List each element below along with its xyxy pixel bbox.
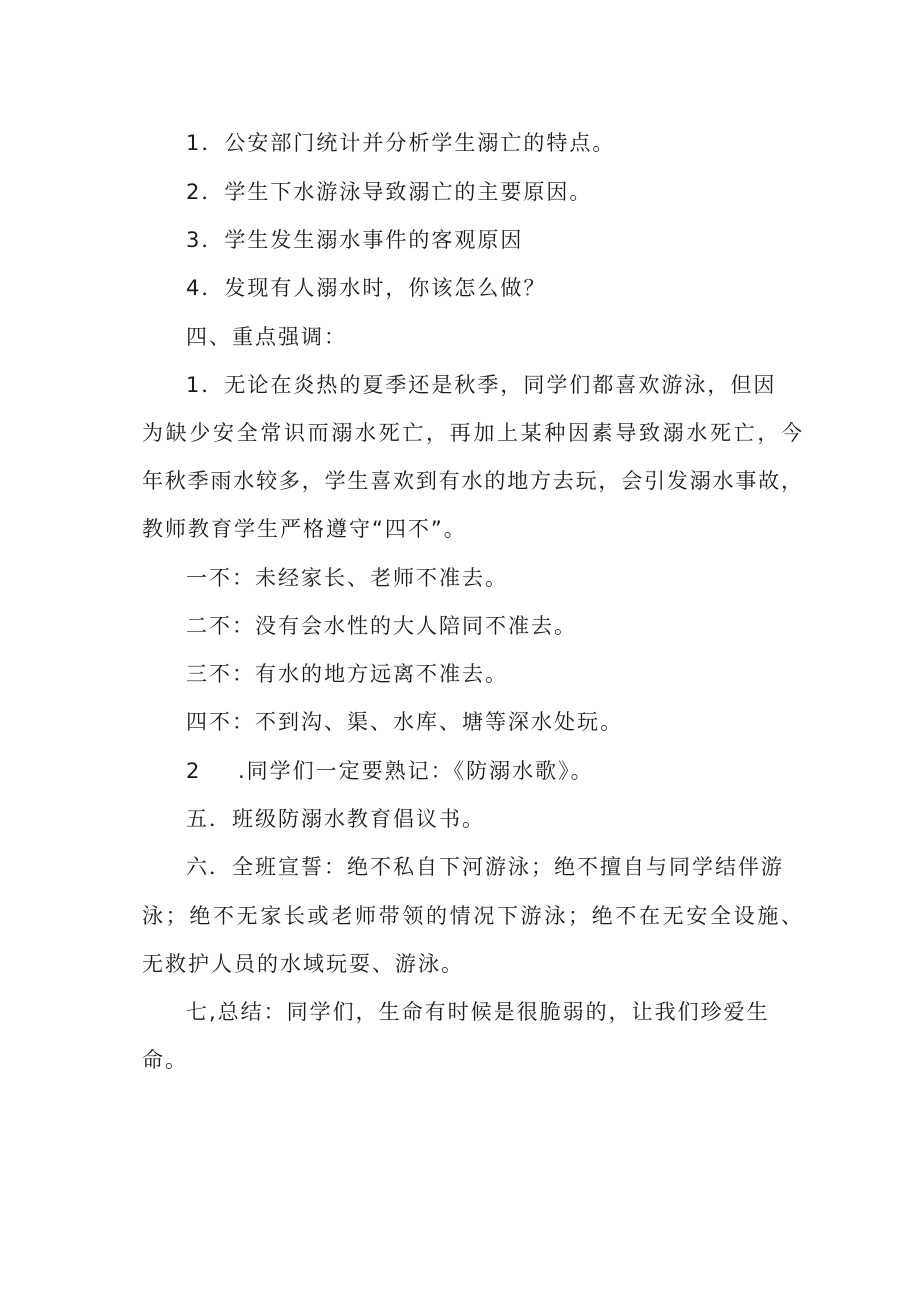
emphasis-paragraph-line-1: 1．无论在炎热的夏季还是秋季，同学们都喜欢游泳，但因 [186,373,777,397]
item-2-number: 2 [186,759,202,783]
oath-line-3: 无救护人员的水域玩耍、游泳。 [142,952,464,976]
emphasis-paragraph-line-4: 教师教育学生严格遵守“四不”。 [142,517,467,541]
section-five: 五．班级防溺水教育倡议书。 [186,807,485,831]
oath-line-2: 泳；绝不无家长或老师带领的情况下游泳；绝不在无安全设施、 [142,904,802,928]
item-4-what-to-do: 4．发现有人溺水时，你该怎么做？ [186,276,547,300]
item-3-objective-causes: 3．学生发生溺水事件的客观原因 [186,228,524,252]
rule-three: 三不：有水的地方远离不准去。 [186,662,508,686]
emphasis-paragraph-line-3: 年秋季雨水较多，学生喜欢到有水的地方去玩，会引发溺水事故， [142,469,802,493]
oath-line-1: 六．全班宣誓：绝不私自下河游泳；绝不擅自与同学结伴游 [186,855,784,879]
item-2-causes: 2．学生下水游泳导致溺亡的主要原因。 [186,180,593,204]
summary-line-2: 命。 [142,1048,188,1072]
section-four-heading: 四、重点强调： [186,325,347,349]
item-2-song [186,756,846,786]
rule-four: 四不：不到沟、渠、水库、塘等深水处玩。 [186,710,623,734]
summary-line-1: 七,总结：同学们，生命有时候是很脆弱的，让我们珍爱生 [186,1000,770,1024]
rule-two: 二不：没有会水性的大人陪同不准去。 [186,614,577,638]
item-1-analysis: 1．公安部门统计并分析学生溺亡的特点。 [186,131,616,155]
rule-one: 一不：未经家长、老师不准去。 [186,566,508,590]
emphasis-paragraph-line-2: 为缺少安全常识而溺水死亡，再加上某种因素导致溺水死亡，今 [142,421,802,445]
item-2-text: .同学们一定要熟记：《防溺水歌》。 [238,759,594,783]
